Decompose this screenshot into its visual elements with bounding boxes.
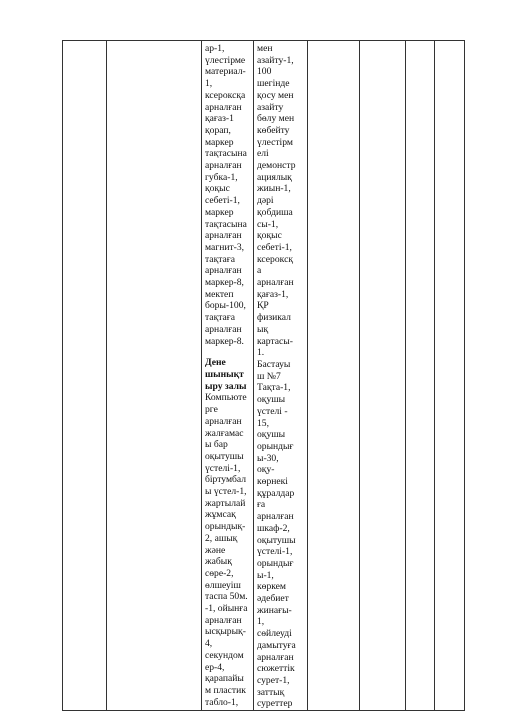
equipment-list-part1: ар-1, үлестірме материал- 1, ксероксқа арналған қағаз-1 қорап, маркер тақтасына арналған губка-1, қоқыс себеті-1, маркер тақтасына арналған магнит-3, тақтаға арналған маркер-8, мектеп боры-100, тақтаға арналған маркер-8.: [205, 43, 247, 347]
table-cell-col4: [254, 41, 308, 711]
table-cell-col8: [435, 41, 465, 711]
table-cell-col2: [107, 41, 202, 711]
table-row: [63, 41, 465, 711]
equipment-table: [62, 40, 465, 711]
table-cell-col1: [63, 41, 107, 711]
table-cell-col3: [202, 41, 254, 711]
table-cell-col6: [360, 41, 406, 711]
table-cell-col7: [406, 41, 435, 711]
equipment-list-part2: Компьюте рге арналған жалғамас ы бар оқытушы үстелі-1, біртумбал ы үстел-1, жартылай жұмсақ орындық- 2, ашық және жабық сөре-2, өлшеуіш таспа 50м. -1, ойынға арналған ысқырық- 4, секундом ер-4, қарапайы м пластик табло-1,: [205, 392, 248, 708]
gym-heading: Дене шынықт ыру залы: [205, 357, 247, 392]
table-cell-col5: [308, 41, 360, 711]
equipment-list-col4: мен азайту-1, 100 шегінде қосу мен азайту бөлу мен көбейту үлестірм елі демонстр ациялық жиын-1, дәрі қобдиша сы-1, қоқыс себеті-1, ксероксқ а арналған қағаз-1, ҚР физикал ық картасы- 1. Бастауы ш №7 Тақта-1, оқушы үстелі - 15, оқушы орындығ ы-30, оқу- көрнекі құралдар ға арналған шкаф-2, оқытушы үстелі-1, орындығ ы-1, көркем әдебиет жинағы- 1, сөйлеуді дамытуға арналған сюжеттік сурет-1, заттық суреттер: [257, 43, 296, 710]
